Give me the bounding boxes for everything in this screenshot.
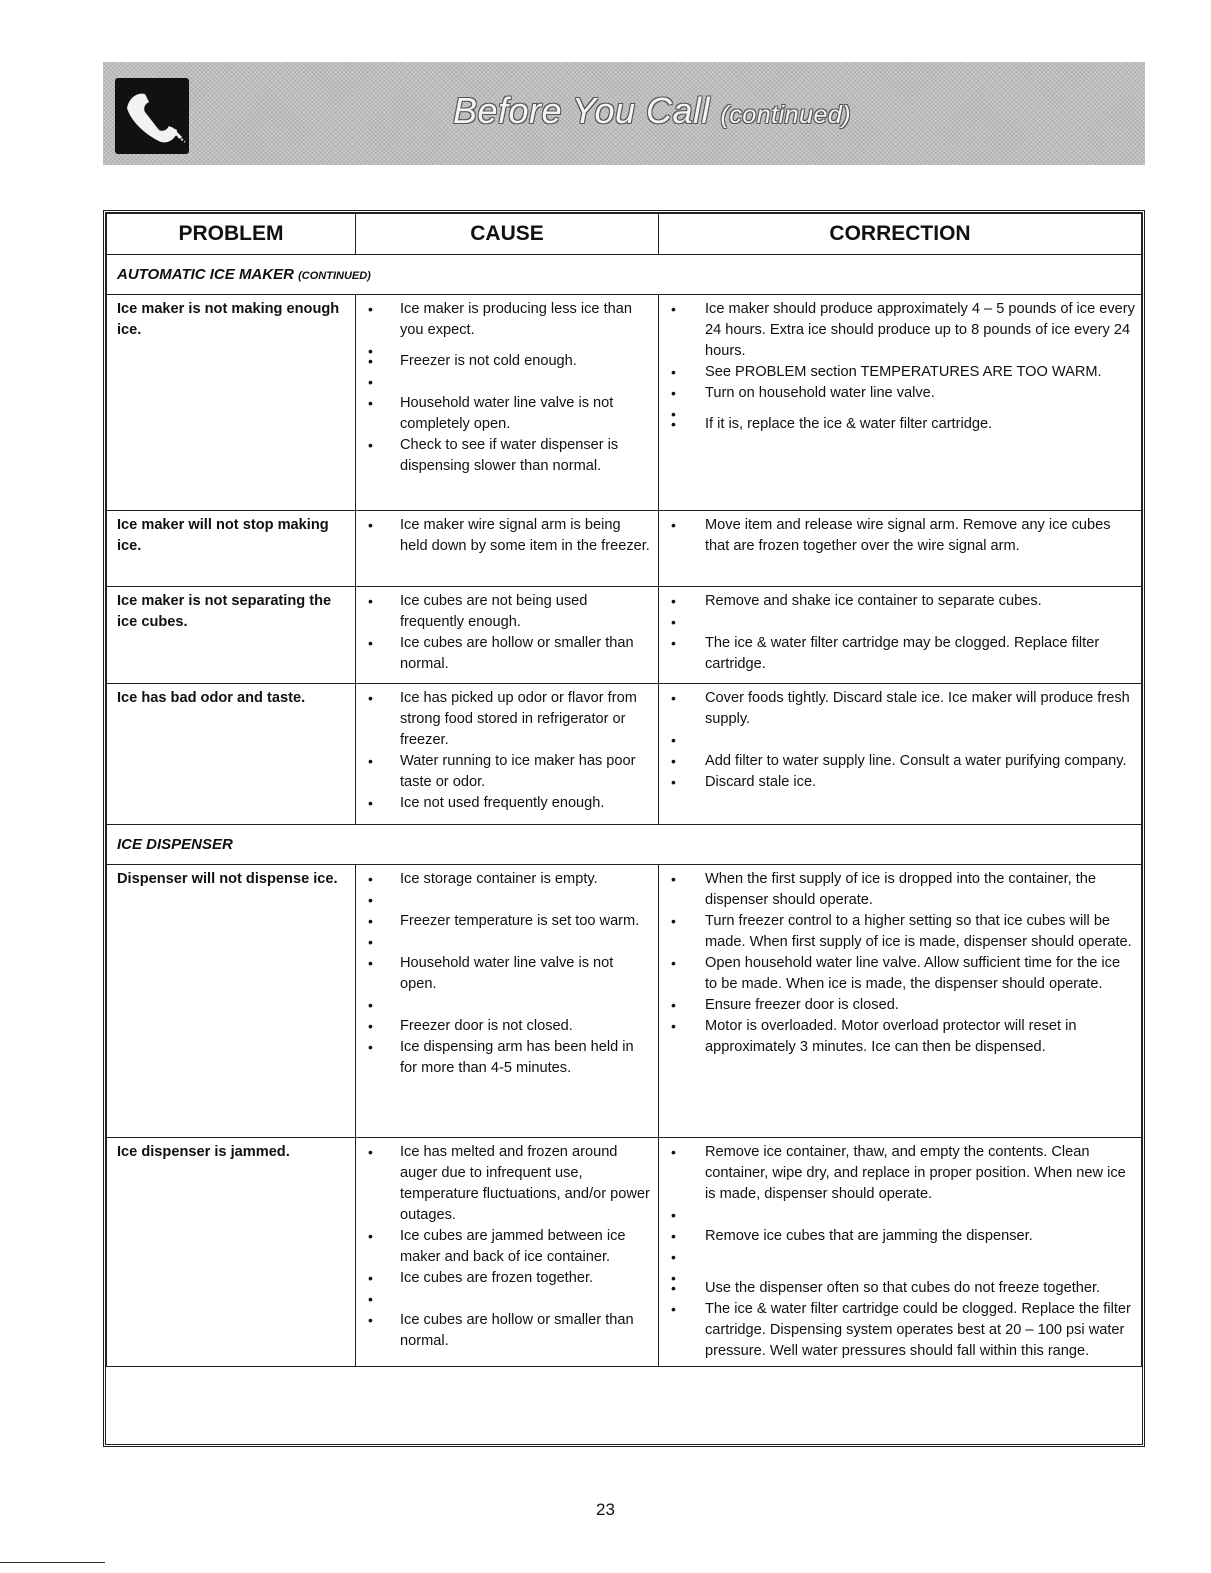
column-header-problem: PROBLEM — [107, 214, 356, 255]
list-item: • Turn on household water line valve. — [665, 383, 1135, 404]
table-row — [107, 865, 1142, 1138]
table-header-row — [107, 214, 1142, 255]
list-item: • Ice dispensing arm has been held in for more than 4-5 minutes. — [362, 1037, 652, 1079]
correction-cell — [659, 684, 1142, 825]
section-header-ice-dispenser: ICE DISPENSER — [107, 825, 1142, 865]
problem-cell: Dispenser will not dispense ice. — [107, 865, 356, 1138]
list-item: • Motor is overloaded. Motor overload protector will reset in approximately 3 minutes. Ice can then be dispensed. — [665, 1016, 1135, 1058]
cause-cell — [356, 1138, 659, 1367]
cause-cell — [356, 511, 659, 587]
list-item: • Household water line valve is not completely open. — [362, 393, 652, 435]
list-item: • Remove ice container, thaw, and empty the contents. Clean container, wipe dry, and replace in proper position. When new ice is made, dispenser should operate. — [665, 1142, 1135, 1205]
list-item: • Freezer temperature is set too warm. — [362, 911, 652, 932]
list-item: • Ensure freezer door is closed. — [665, 995, 1135, 1016]
list-item: • Cover foods tightly. Discard stale ice. Ice maker will produce fresh supply. — [665, 688, 1135, 730]
telephone-handset-icon — [115, 78, 189, 154]
list-item: • Ice maker should produce approximately 4 – 5 pounds of ice every 24 hours. Extra ice should produce up to 8 pounds of ice every 24 hours. — [665, 299, 1135, 362]
list-item: • Water running to ice maker has poor taste or odor. — [362, 751, 652, 793]
list-item: • Freezer door is not closed. — [362, 1016, 652, 1037]
list-item: • Freezer is not cold enough. — [362, 351, 652, 372]
section-header-automatic-ice-maker: AUTOMATIC ICE MAKER (CONTINUED) — [107, 255, 1142, 295]
cause-cell — [356, 684, 659, 825]
problem-cell: Ice maker will not stop making ice. — [107, 511, 356, 587]
table-row — [107, 587, 1142, 684]
list-item: • Ice cubes are not being used frequently enough. — [362, 591, 652, 633]
list-item: • Remove ice cubes that are jamming the dispenser. — [665, 1226, 1135, 1247]
column-header-correction: CORRECTION — [659, 214, 1142, 255]
list-item: • Turn freezer control to a higher setting so that ice cubes will be made. When first supply of ice is made, dispenser should operate. — [665, 911, 1135, 953]
troubleshooting-table — [103, 210, 1145, 1447]
correction-cell — [659, 511, 1142, 587]
problem-cell: Ice maker is not making enough ice. — [107, 295, 356, 511]
problem-cell: Ice maker is not separating the ice cubes. — [107, 587, 356, 684]
list-item: • Ice has melted and frozen around auger due to infrequent use, temperature fluctuations, and/or power outages. — [362, 1142, 652, 1226]
list-item: • Ice cubes are jammed between ice maker and back of ice container. — [362, 1226, 652, 1268]
list-item: • Ice cubes are frozen together. — [362, 1268, 652, 1289]
list-item: • Ice cubes are hollow or smaller than normal. — [362, 1310, 652, 1352]
list-item: • Ice not used frequently enough. — [362, 793, 652, 814]
list-item: • Ice maker is producing less ice than you expect. — [362, 299, 652, 341]
problem-cell: Ice has bad odor and taste. — [107, 684, 356, 825]
list-item: • Ice maker wire signal arm is being held down by some item in the freezer. — [362, 515, 652, 557]
page-title: Before You Call (continued) — [453, 90, 852, 131]
list-item: • The ice & water filter cartridge could be clogged. Replace the filter cartridge. Dispensing system operates best at 20 – 100 psi water pressure. Well water pressures should fall within this range. — [665, 1299, 1135, 1362]
table-row — [107, 1138, 1142, 1367]
list-item: • Use the dispenser often so that cubes do not freeze together. — [665, 1278, 1135, 1299]
page-number: 23 — [596, 1500, 615, 1519]
list-item: • Remove and shake ice container to separate cubes. — [665, 591, 1135, 612]
list-item: • Open household water line valve. Allow sufficient time for the ice to be made. When ice is made, the dispenser should operate. — [665, 953, 1135, 995]
correction-cell — [659, 295, 1142, 511]
list-item: • When the first supply of ice is dropped into the container, the dispenser should operate. — [665, 869, 1135, 911]
list-item: • Discard stale ice. — [665, 772, 1135, 793]
header-banner — [103, 62, 1145, 165]
list-item: • The ice & water filter cartridge may be clogged. Replace filter cartridge. — [665, 633, 1135, 675]
list-item: • Household water line valve is not open. — [362, 953, 652, 995]
problem-cell: Ice dispenser is jammed. — [107, 1138, 356, 1367]
footer-rule — [0, 1562, 105, 1563]
correction-cell — [659, 865, 1142, 1138]
correction-cell — [659, 1138, 1142, 1367]
table-row — [107, 684, 1142, 825]
correction-cell — [659, 587, 1142, 684]
list-item: • Check to see if water dispenser is dispensing slower than normal. — [362, 435, 652, 477]
cause-cell — [356, 295, 659, 511]
cause-cell — [356, 865, 659, 1138]
column-header-cause: CAUSE — [356, 214, 659, 255]
list-item: • Add filter to water supply line. Consult a water purifying company. — [665, 751, 1135, 772]
list-item: • See PROBLEM section TEMPERATURES ARE TOO WARM. — [665, 362, 1135, 383]
list-item: • Ice cubes are hollow or smaller than normal. — [362, 633, 652, 675]
list-item: • If it is, replace the ice & water filter cartridge. — [665, 414, 1135, 435]
list-item: • Ice storage container is empty. — [362, 869, 652, 890]
list-item: • Move item and release wire signal arm. Remove any ice cubes that are frozen together over the wire signal arm. — [665, 515, 1135, 557]
table-row — [107, 511, 1142, 587]
cause-cell — [356, 587, 659, 684]
table-row — [107, 295, 1142, 511]
list-item: • Ice has picked up odor or flavor from strong food stored in refrigerator or freezer. — [362, 688, 652, 751]
